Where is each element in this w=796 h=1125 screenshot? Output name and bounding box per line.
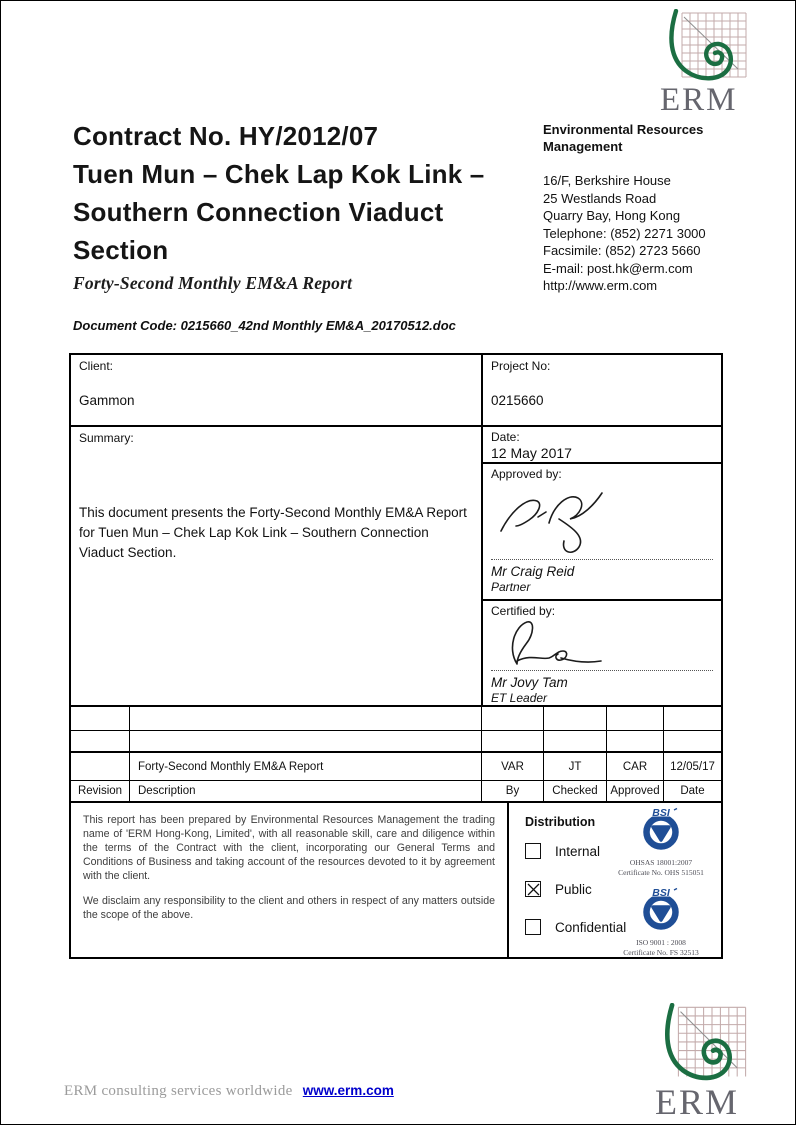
revision-header-row: [71, 781, 721, 803]
disclaimer-para2: We disclaim any responsibility to the client and others in respect of any matters outside the scope of the above.: [83, 895, 495, 921]
erm-logo-text: ERM: [660, 82, 738, 118]
entry-description: Forty-Second Monthly EM&A Report: [130, 753, 482, 780]
revision-entry-row: [71, 753, 721, 781]
project-no-cell: [483, 355, 721, 425]
header-date: Date: [680, 785, 705, 797]
project-no-value: 0215660: [491, 393, 544, 408]
signature-divider: [491, 559, 713, 560]
bsi-iso-certification: [605, 887, 717, 957]
company-address-block: [543, 121, 758, 295]
entry-approved: CAR: [607, 753, 664, 780]
signature-divider: [491, 670, 713, 671]
certified-signature-icon: [491, 618, 713, 668]
option-label: Internal: [555, 843, 601, 859]
revision-empty-row: [71, 707, 721, 731]
checkbox-internal-unchecked: [525, 843, 541, 859]
option-label: Confidential: [555, 919, 627, 935]
cover-info-table: [69, 353, 723, 959]
footer-url-link[interactable]: www.erm.com: [302, 1083, 394, 1098]
client-value: Gammon: [79, 393, 135, 408]
document-code: Document Code: 0215660_42nd Monthly EM&A_20170512.doc: [73, 318, 456, 333]
distribution-cell: [509, 803, 721, 957]
address-line: Quarry Bay, Hong Kong: [543, 208, 681, 223]
revision-empty-row: [71, 731, 721, 753]
company-name-line: Environmental Resources: [543, 122, 704, 137]
entry-date: 12/05/17: [670, 760, 715, 773]
title-line: Contract No. HY/2012/07: [73, 121, 379, 151]
approved-by-cell: [483, 464, 721, 601]
company-name-line: Management: [543, 139, 623, 154]
checkbox-public-checked: [525, 881, 541, 897]
option-label: Public: [555, 881, 592, 897]
disclaimer-cell: [71, 803, 509, 957]
date-label: Date:: [491, 430, 520, 444]
address-line: 25 Westlands Road: [543, 190, 657, 206]
page-footer: [64, 1082, 394, 1100]
erm-logo-top: [654, 9, 759, 117]
report-subtitle: Forty-Second Monthly EM&A Report: [73, 273, 353, 293]
certified-by-cell: [483, 601, 721, 710]
entry-revision: [71, 753, 130, 780]
bsi-ohsas-certification: [605, 807, 717, 877]
distribution-label: Distribution: [525, 815, 596, 829]
header-revision: Revision: [71, 781, 130, 801]
checkbox-confidential-unchecked: [525, 919, 541, 935]
approved-by-label: Approved by:: [491, 467, 562, 481]
date-value: 12 May 2017: [491, 445, 572, 461]
approved-role: Partner: [491, 580, 531, 594]
fax-line: Facsimile: (852) 2723 5660: [543, 243, 701, 258]
svg-text:BSI: BSI: [652, 807, 670, 819]
revision-table: [71, 707, 721, 803]
summary-label: Summary:: [79, 431, 134, 445]
email-line: E-mail: post.hk@erm.com: [543, 260, 693, 276]
title-line: Section: [73, 235, 169, 265]
svg-text:BSI: BSI: [652, 887, 670, 899]
bsi-kitemark-icon: [638, 887, 684, 937]
header-approved: Approved: [607, 781, 664, 801]
certified-name: Mr Jovy Tam: [491, 675, 568, 690]
certified-role: ET Leader: [491, 691, 548, 705]
bsi-kitemark-icon: [638, 807, 684, 857]
header-description: Description: [130, 781, 482, 801]
certification-standard: OHSAS 18001:2007: [629, 858, 693, 867]
summary-text: This document presents the Forty-Second Monthly EM&A Report for Tuen Mun – Chek Lap Kok Link – Southern Connection Viaduct Section.: [79, 505, 467, 560]
summary-cell: [71, 427, 483, 705]
project-no-label: Project No:: [491, 359, 551, 373]
erm-logo-bottom: [649, 1003, 754, 1120]
entry-checked: JT: [544, 753, 607, 780]
address-line: 16/F, Berkshire House: [543, 173, 671, 188]
approved-signature-icon: [491, 481, 713, 557]
title-line: Tuen Mun – Chek Lap Kok Link –: [73, 159, 485, 189]
certified-by-label: Certified by:: [491, 604, 556, 618]
title-line: Southern Connection Viaduct: [73, 197, 444, 227]
certificate-number: Certificate No. FS 32513: [623, 947, 699, 957]
date-cell: [483, 427, 721, 464]
erm-logo-text: ERM: [655, 1082, 740, 1122]
page-title: [73, 117, 533, 269]
header-checked: Checked: [544, 781, 607, 801]
certificate-number: Certificate No. OHS 515051: [618, 867, 704, 877]
client-cell: [71, 355, 483, 425]
phone-line: Telephone: (852) 2271 3000: [543, 225, 706, 241]
approved-name: Mr Craig Reid: [491, 564, 575, 579]
client-label: Client:: [79, 359, 114, 373]
footer-tagline: ERM consulting services worldwide: [64, 1083, 293, 1099]
disclaimer-para1: This report has been prepared by Environmental Resources Management the trading name of 'ERM Hong-Kong, Limited', with all reasonable skill, care and diligence within the terms of the Contract with the client, incorporating our General Terms and Conditions of Business and taking account of the resources devoted to it by agreement with the client.: [83, 814, 495, 882]
company-url-link[interactable]: http://www.erm.com: [543, 278, 658, 293]
certification-standard: ISO 9001 : 2008: [636, 938, 686, 947]
header-by: By: [482, 781, 544, 801]
entry-by: VAR: [482, 753, 544, 780]
